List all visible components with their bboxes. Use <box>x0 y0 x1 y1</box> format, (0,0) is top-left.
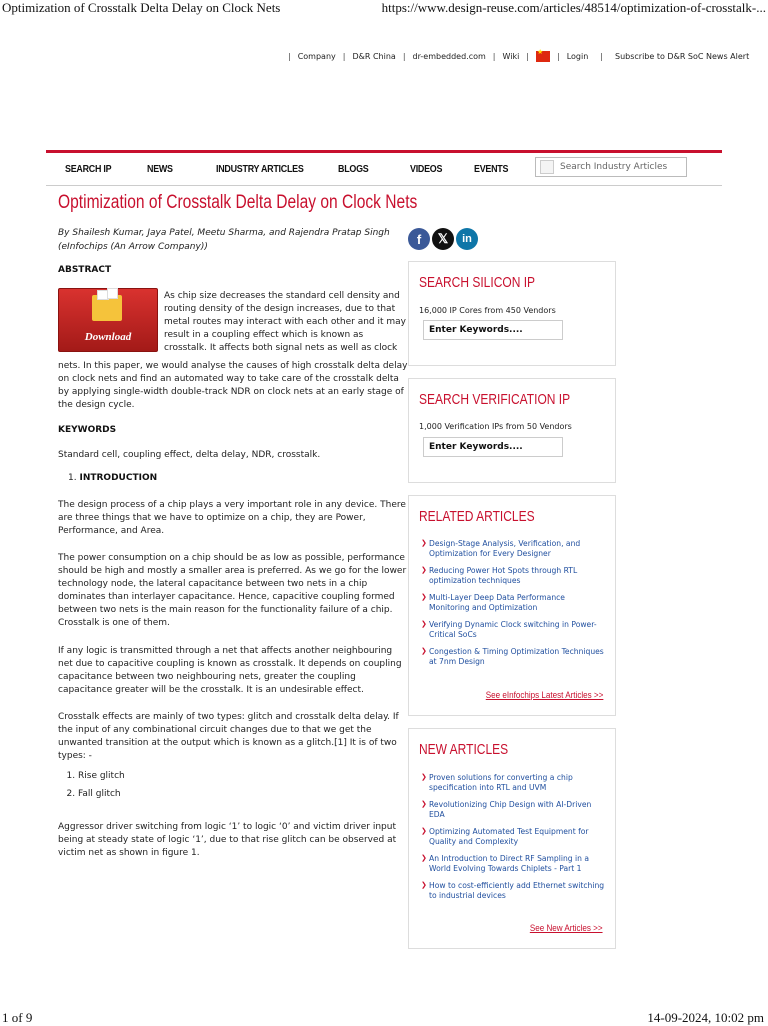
article-title: Optimization of Crosstalk Delta Delay on Clock Nets <box>58 192 418 213</box>
related-article-link[interactable]: ❯ Congestion & Timing Optimization Techniques at 7nm Design <box>421 647 607 666</box>
new-articles-heading: NEW ARTICLES <box>419 741 509 758</box>
social-share-icons <box>408 228 478 250</box>
search-silicon-ip-box <box>408 261 616 366</box>
download-button[interactable] <box>58 288 158 352</box>
silicon-ip-keywords-input[interactable]: Enter Keywords.... <box>423 320 563 340</box>
download-folder-icon <box>92 295 122 321</box>
keywords-text: Standard cell, coupling effect, delta delay, NDR, crosstalk. <box>58 450 321 460</box>
print-header-title: Optimization of Crosstalk Delta Delay on Clock Nets <box>2 0 281 15</box>
related-article-link[interactable]: ❯ Verifying Dynamic Clock switching in Power-Critical SoCs <box>421 620 607 639</box>
paragraph: Aggressor driver switching from logic ‘1’ to logic ‘0’ and victim driver input being at steady state of logic ‘1’, due to that rise glitch can be observed at victim net as shown in figure 1. <box>58 822 397 858</box>
see-new-articles-link[interactable]: See New Articles >> <box>530 923 603 934</box>
facebook-icon[interactable]: f <box>408 228 430 250</box>
article-byline: By Shailesh Kumar, Jaya Patel, Meetu Sharma, and Rajendra Pratap Singh (eInfochips (An Arrow Company)) <box>58 228 390 252</box>
paragraph: Crosstalk effects are mainly of two types: glitch and crosstalk delta delay. If the input of any combinational circuit changes due to that we get the unwanted transition at the output which is known as a glitch.[1] It is of two types: - <box>58 712 399 761</box>
abstract-line: crosstalk. It affects both signal nets as well as clock <box>164 343 398 353</box>
verification-ip-count: 1,000 Verification IPs from 50 Vendors <box>419 422 572 431</box>
new-articles-box <box>408 728 616 949</box>
keywords-heading: KEYWORDS <box>58 425 117 435</box>
search-verification-ip-heading: SEARCH VERIFICATION IP <box>419 391 571 408</box>
search-verification-ip-box <box>408 378 616 483</box>
nav-blogs[interactable]: BLOGS <box>338 163 369 175</box>
abstract-wrapped-text <box>164 290 408 355</box>
top-utility-links: | Company | D&R China | dr-embedded.com | Wiki | ★ | Login | Subscribe to D&R SoC News Alert <box>281 49 749 63</box>
abstract-heading: ABSTRACT <box>58 265 112 275</box>
abstract-line: metal routes may interact with each other and it may <box>164 317 406 327</box>
toplink-dr-china[interactable]: D&R China <box>352 51 396 61</box>
china-flag-icon[interactable] <box>536 51 550 62</box>
paragraph: The power consumption on a chip should be as low as possible, performance should be high and mostly a smaller area is preferred. As we go for the lower technology node, the lateral capacitance between two nets in a chip dominates than interlayer capacitance. Hence, capacitive coupling formed between two nets is the main reason for the functionality failure of a chip. Crosstalk is one of them. <box>58 553 407 628</box>
see-einfochips-articles-link[interactable]: See eInfochips Latest Articles >> <box>485 690 603 701</box>
nav-search-ip[interactable]: SEARCH IP <box>65 163 112 175</box>
nav-industry-articles[interactable]: INDUSTRY ARTICLES <box>216 163 304 175</box>
print-footer-datetime: 14-09-2024, 10:02 pm <box>647 1010 764 1025</box>
glitch-types-list <box>50 770 278 801</box>
verification-ip-keywords-input[interactable]: Enter Keywords.... <box>423 437 563 457</box>
search-silicon-ip-heading: SEARCH SILICON IP <box>419 274 536 291</box>
download-label: Download <box>84 331 132 343</box>
intro-heading: INTRODUCTION <box>79 473 158 483</box>
related-article-link[interactable]: ❯ Multi-Layer Deep Data Performance Monitoring and Optimization <box>421 593 607 612</box>
abstract-line: routing density of the design increases, due to that <box>164 304 396 314</box>
toplink-subscribe[interactable]: Subscribe to D&R SoC News Alert <box>615 51 750 61</box>
search-checkbox[interactable] <box>540 160 554 174</box>
search-placeholder: Search Industry Articles <box>560 162 668 172</box>
new-article-link[interactable]: ❯ How to cost-efficiently add Ethernet switching to industrial devices <box>421 881 607 900</box>
intro-number: 1. <box>68 473 77 483</box>
abstract-continued-text: nets. In this paper, we would analyse the causes of high crosstalk delta delay on clock nets and find an automated way to take care of the crosstalk delta by applying single-width double-track NDR on clock nets at an early stage of the design cycle. <box>58 361 408 410</box>
new-article-link[interactable]: ❯ Optimizing Automated Test Equipment for Quality and Complexity <box>421 827 607 846</box>
abstract-line: result in a coupling effect which is known as <box>164 330 364 340</box>
abstract-line: As chip size decreases the standard cell density and <box>164 291 400 301</box>
toplink-company[interactable]: Company <box>297 51 336 61</box>
print-footer-page: 1 of 9 <box>2 1010 33 1025</box>
industry-articles-search-input[interactable] <box>535 157 687 177</box>
linkedin-icon[interactable]: in <box>456 228 478 250</box>
list-item: 1. Rise glitch <box>78 770 278 783</box>
x-twitter-icon[interactable]: 𝕏 <box>432 228 454 250</box>
toplink-dr-embedded[interactable]: dr-embedded.com <box>412 51 486 61</box>
related-articles-list <box>421 539 607 674</box>
related-article-link[interactable]: ❯ Design-Stage Analysis, Verification, and Optimization for Every Designer <box>421 539 607 558</box>
toplink-wiki[interactable]: Wiki <box>502 51 520 61</box>
introduction-heading-row <box>68 473 157 483</box>
toplink-login[interactable]: Login <box>566 51 589 61</box>
new-article-link[interactable]: ❯ An Introduction to Direct RF Sampling in a World Evolving Towards Chiplets - Part 1 <box>421 854 607 873</box>
paragraph: If any logic is transmitted through a net that affects another neighbouring net due to capacitive coupling is known as crosstalk. It depends on coupling capacitance between two neighbouring nets, greater the coupling capacitance greater will be the crosstalk. It is an undesirable effect. <box>58 646 402 695</box>
related-articles-box <box>408 495 616 716</box>
new-article-link[interactable]: ❯ Proven solutions for converting a chip specification into RTL and UVM <box>421 773 607 792</box>
related-article-link[interactable]: ❯ Reducing Power Hot Spots through RTL optimization techniques <box>421 566 607 585</box>
paragraph: The design process of a chip plays a very important role in any device. There are three things that we have to optimize on a chip, they are Power, Performance, and Area. <box>58 500 406 536</box>
nav-events[interactable]: EVENTS <box>474 163 509 175</box>
nav-videos[interactable]: VIDEOS <box>410 163 443 175</box>
new-article-link[interactable]: ❯ Revolutionizing Chip Design with AI-Driven EDA <box>421 800 607 819</box>
list-item: 2. Fall glitch <box>78 788 278 801</box>
new-articles-list <box>421 773 607 908</box>
nav-news[interactable]: NEWS <box>147 163 173 175</box>
related-articles-heading: RELATED ARTICLES <box>419 508 535 525</box>
print-header-url: https://www.design-reuse.com/articles/48514/optimization-of-crosstalk-... <box>381 0 766 15</box>
silicon-ip-count: 16,000 IP Cores from 450 Vendors <box>419 306 556 315</box>
